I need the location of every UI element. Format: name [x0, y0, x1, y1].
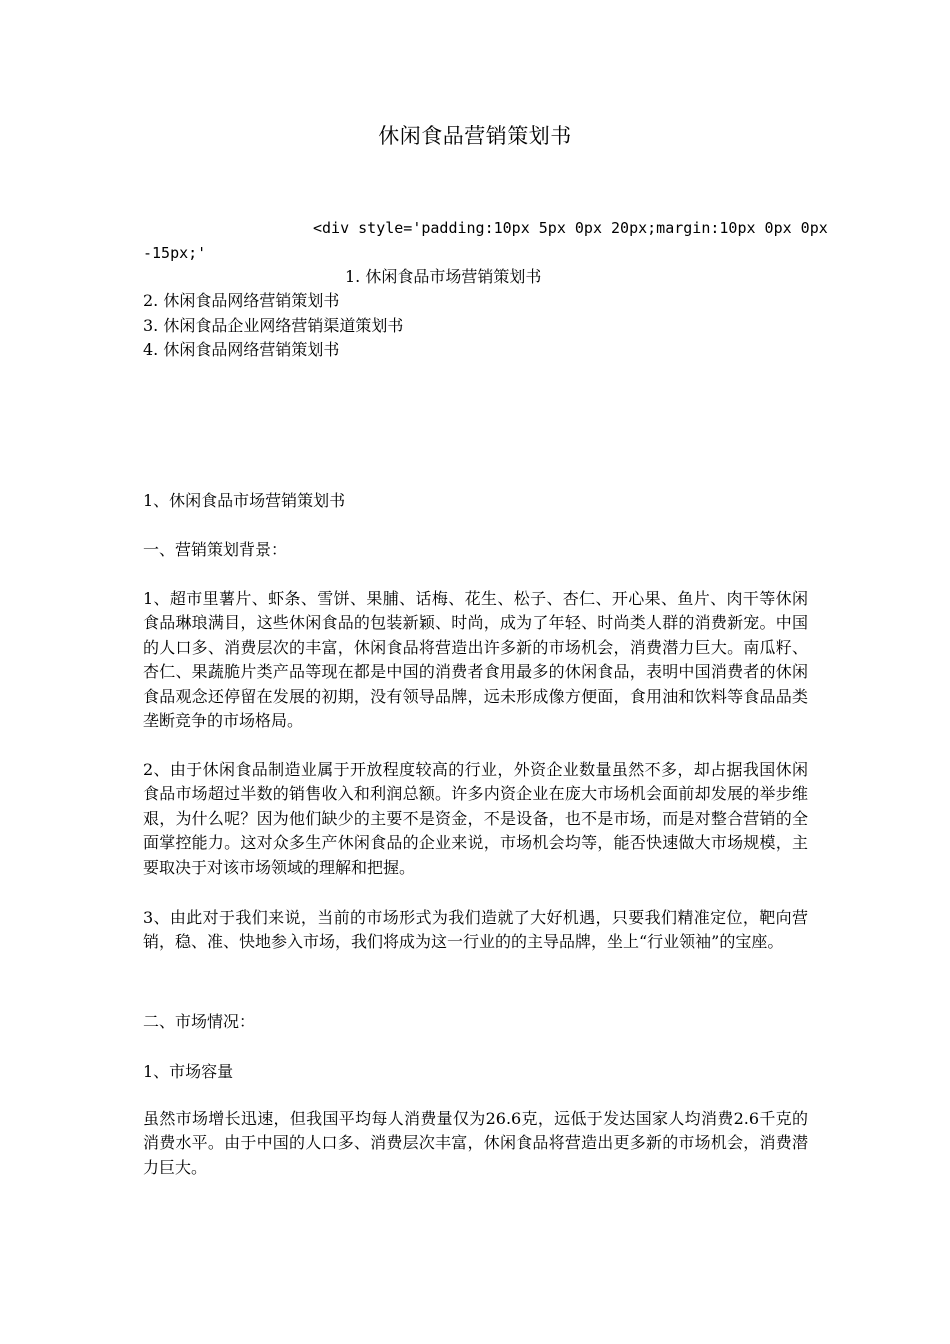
toc-item-1: 1. 休闲食品市场营销策划书 — [345, 267, 542, 286]
toc-item-4: 4. 休闲食品网络营销策划书 — [143, 340, 340, 359]
toc-item-2: 2. 休闲食品网络营销策划书 — [143, 291, 340, 310]
code-line-2: -15px;' — [143, 244, 207, 262]
paragraph-3: 3、由此对于我们来说，当前的市场形式为我们造就了大好机遇，只要我们精准定位，靶向营销，稳、准、快地参入市场，我们将成为这一行业的的主导品牌，坐上“行业领袖”的宝座。 — [143, 908, 808, 952]
code-line-1: <div style='padding:10px 5px 0px 20px;margin:10px 0px 0px — [313, 219, 828, 237]
paragraph-1: 1、超市里薯片、虾条、雪饼、果脯、话梅、花生、松子、杏仁、开心果、鱼片、肉干等休闲食品琳琅满目，这些休闲食品的包装新颖、时尚，成为了年轻、时尚类人群的消费新宠。中国的人口多、消费层次的丰富，休闲食品将营造出许多新的市场机会，消费潜力巨大。南瓜籽、杏仁、果蔬脆片类产品等现在都是中国的消费者食用最多的休闲食品，表明中国消费者的休闲食品观念还停留在发展的初期，没有领导品牌，远未形成像方便面，食用油和饮料等食品品类垄断竞争的市场格局。 — [143, 589, 808, 731]
section-title: 1、休闲食品市场营销策划书 — [143, 491, 346, 510]
heading-market-capacity: 1、市场容量 — [143, 1062, 234, 1081]
toc-item-3: 3. 休闲食品企业网络营销渠道策划书 — [143, 316, 404, 335]
heading-marketing-background: 一、营销策划背景： — [143, 540, 288, 559]
paragraph-4: 虽然市场增长迅速，但我国平均每人消费量仅为26.6克，远低于发达国家人均消费2.6千克的消费水平。由于中国的人口多、消费层次丰富，休闲食品将营造出更多新的市场机会，消费潜力巨大。 — [143, 1109, 808, 1177]
paragraph-2: 2、由于休闲食品制造业属于开放程度较高的行业，外资企业数量虽然不多，却占据我国休闲食品市场超过半数的销售收入和利润总额。许多内资企业在庞大市场机会面前却发展的举步维艰，为什么呢？因为他们缺少的主要不是资金，不是设备，也不是市场，而是对整合营销的全面掌控能力。这对众多生产休闲食品的企业来说，市场机会均等，能否快速做大市场规模，主要取决于对该市场领域的理解和把握。 — [143, 760, 808, 877]
heading-market-situation: 二、市场情况： — [143, 1012, 256, 1031]
document-title: 休闲食品营销策划书 — [378, 124, 572, 148]
